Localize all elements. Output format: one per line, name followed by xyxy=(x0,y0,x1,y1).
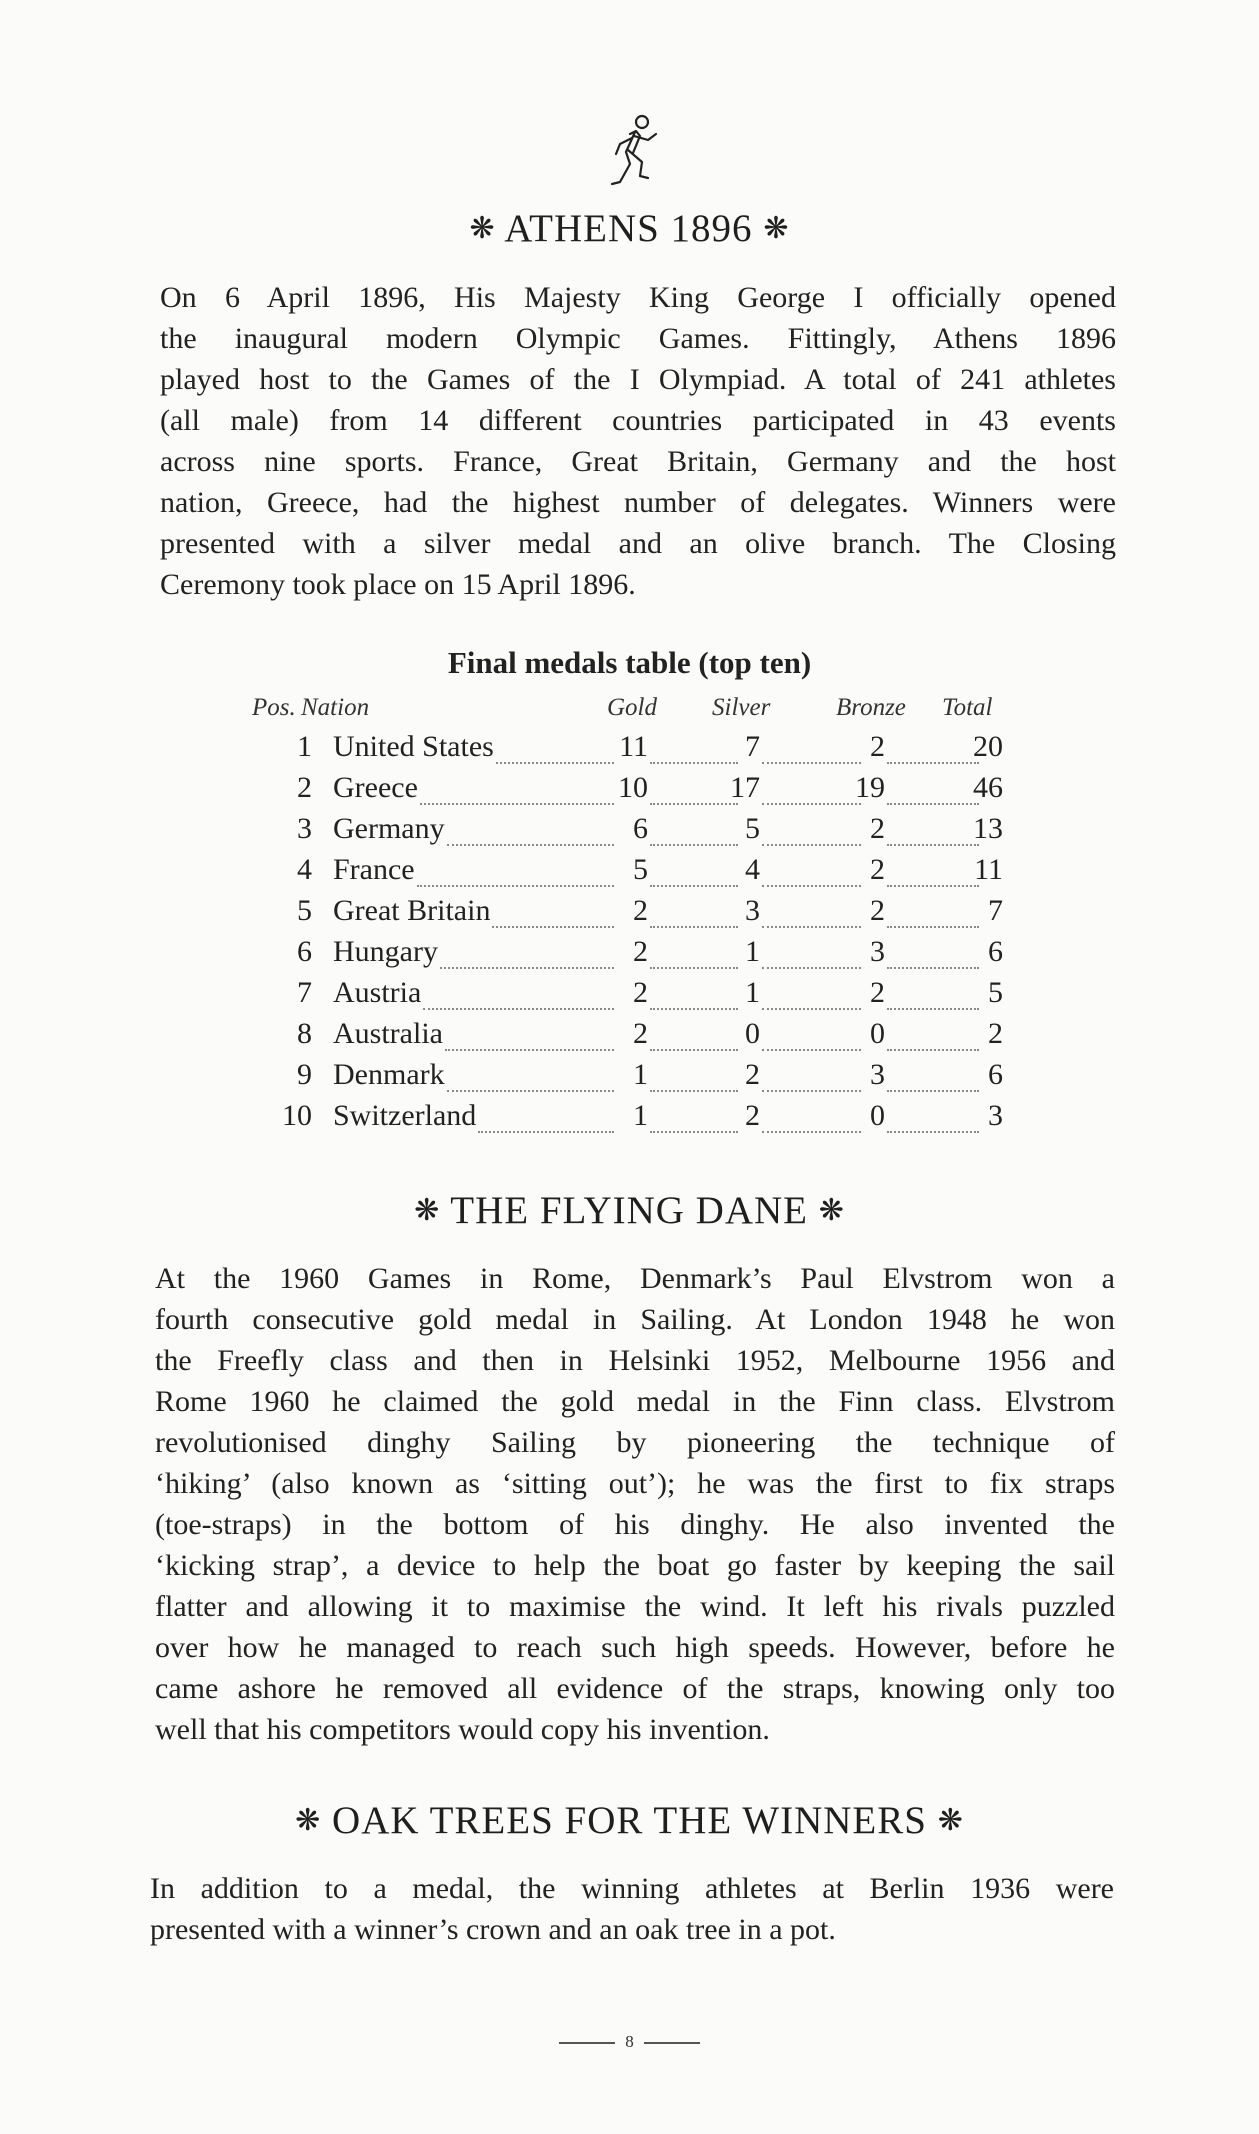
dot-leader xyxy=(887,844,979,846)
cell-silver: 3 xyxy=(745,894,760,927)
dot-leader xyxy=(420,803,614,805)
cell-pos: 8 xyxy=(297,1017,312,1050)
cell-gold: 10 xyxy=(618,771,648,804)
oak-trees-paragraph xyxy=(150,1868,1114,1950)
cell-bronze: 2 xyxy=(870,812,885,845)
dot-leader xyxy=(887,1131,979,1133)
cell-silver: 4 xyxy=(745,853,760,886)
cell-total: 11 xyxy=(974,853,1003,886)
cell-pos: 5 xyxy=(297,894,312,927)
text-line: fourth consecutive gold medal in Sailing. At London 1948 he won xyxy=(155,1303,1115,1336)
athens-paragraph xyxy=(160,277,1116,605)
table-row xyxy=(0,771,1259,811)
cell-silver: 2 xyxy=(745,1058,760,1091)
table-row xyxy=(0,812,1259,852)
text-line: well that his competitors would copy his invention. xyxy=(155,1713,770,1746)
cell-pos: 7 xyxy=(297,976,312,1009)
cell-nation: Australia xyxy=(333,1017,443,1050)
flower-ornament-icon: ❋ xyxy=(414,1194,441,1227)
cell-bronze: 2 xyxy=(870,730,885,763)
cell-gold: 2 xyxy=(633,894,648,927)
dot-leader xyxy=(650,803,738,805)
cell-total: 2 xyxy=(988,1017,1003,1050)
dot-leader xyxy=(762,803,861,805)
cell-total: 6 xyxy=(988,1058,1003,1091)
dot-leader xyxy=(762,762,861,764)
header-bronze: Bronze xyxy=(836,694,906,721)
section-title-text: OAK TREES FOR THE WINNERS xyxy=(332,1799,927,1842)
text-line: At the 1960 Games in Rome, Denmark’s Paul Elvstrom won a xyxy=(155,1262,1115,1295)
header-nation: Nation xyxy=(301,694,370,721)
cell-bronze: 2 xyxy=(870,976,885,1009)
cell-pos: 3 xyxy=(297,812,312,845)
flying-dane-paragraph xyxy=(155,1258,1115,1750)
cell-nation: Hungary xyxy=(333,935,438,968)
dot-leader xyxy=(887,1008,979,1010)
table-row xyxy=(0,1058,1259,1098)
dot-leader xyxy=(650,1008,738,1010)
dot-leader xyxy=(650,762,738,764)
cell-total: 20 xyxy=(973,730,1003,763)
cell-silver: 7 xyxy=(745,730,760,763)
flower-ornament-icon: ❋ xyxy=(469,212,496,245)
dot-leader xyxy=(445,1049,614,1051)
cell-gold: 1 xyxy=(633,1099,648,1132)
cell-gold: 1 xyxy=(633,1058,648,1091)
text-line: over how he managed to reach such high speeds. However, before he xyxy=(155,1631,1115,1664)
dot-leader xyxy=(762,967,861,969)
cell-total: 7 xyxy=(988,894,1003,927)
cell-pos: 4 xyxy=(297,853,312,886)
page-number xyxy=(0,2032,1259,2052)
cell-gold: 2 xyxy=(633,1017,648,1050)
cell-silver: 17 xyxy=(730,771,760,804)
header-total: Total xyxy=(942,694,993,721)
dot-leader xyxy=(447,844,614,846)
section-title-athens xyxy=(0,206,1259,251)
text-line: nation, Greece, had the highest number of delegates. Winners were xyxy=(160,486,1116,519)
cell-pos: 9 xyxy=(297,1058,312,1091)
cell-nation: France xyxy=(333,853,415,886)
section-title-flying-dane xyxy=(0,1188,1259,1233)
folio-rule-left xyxy=(559,2042,615,2044)
dot-leader xyxy=(887,1090,979,1092)
text-line: flatter and allowing it to maximise the wind. It left his rivals puzzled xyxy=(155,1590,1115,1623)
cell-bronze: 3 xyxy=(870,1058,885,1091)
table-row xyxy=(0,894,1259,934)
dot-leader xyxy=(496,762,614,764)
cell-silver: 2 xyxy=(745,1099,760,1132)
dot-leader xyxy=(650,967,738,969)
cell-gold: 2 xyxy=(633,935,648,968)
dot-leader xyxy=(650,844,738,846)
cell-silver: 5 xyxy=(745,812,760,845)
cell-nation: Greece xyxy=(333,771,418,804)
text-line: the Freefly class and then in Helsinki 1952, Melbourne 1956 and xyxy=(155,1344,1115,1377)
dot-leader xyxy=(447,1090,614,1092)
text-line: ‘kicking strap’, a device to help the boat go faster by keeping the sail xyxy=(155,1549,1115,1582)
table-row xyxy=(0,1099,1259,1139)
cell-total: 6 xyxy=(988,935,1003,968)
dot-leader xyxy=(887,885,979,887)
table-row xyxy=(0,853,1259,893)
dot-leader xyxy=(762,926,861,928)
text-line: played host to the Games of the I Olympiad. A total of 241 athletes xyxy=(160,363,1116,396)
section-title-text: THE FLYING DANE xyxy=(450,1189,808,1232)
cell-gold: 5 xyxy=(633,853,648,886)
header-pos: Pos. xyxy=(252,694,296,721)
dot-leader xyxy=(417,885,614,887)
text-line: (all male) from 14 different countries participated in 43 events xyxy=(160,404,1116,437)
cell-bronze: 2 xyxy=(870,853,885,886)
cell-total: 3 xyxy=(988,1099,1003,1132)
flower-ornament-icon: ❋ xyxy=(295,1804,322,1837)
cell-pos: 2 xyxy=(297,771,312,804)
cell-bronze: 0 xyxy=(870,1017,885,1050)
cell-total: 46 xyxy=(973,771,1003,804)
dot-leader xyxy=(650,926,738,928)
dot-leader xyxy=(887,762,979,764)
table-row xyxy=(0,935,1259,975)
flower-ornament-icon: ❋ xyxy=(937,1804,964,1837)
cell-bronze: 19 xyxy=(855,771,885,804)
text-line: came ashore he removed all evidence of the straps, knowing only too xyxy=(155,1672,1115,1705)
text-line: revolutionised dinghy Sailing by pioneering the technique of xyxy=(155,1426,1115,1459)
text-line: On 6 April 1896, His Majesty King George I officially opened xyxy=(160,281,1116,314)
cell-nation: Great Britain xyxy=(333,894,491,927)
text-line: In addition to a medal, the winning athletes at Berlin 1936 were xyxy=(150,1872,1114,1905)
cell-pos: 10 xyxy=(282,1099,312,1132)
cell-silver: 1 xyxy=(745,935,760,968)
text-line: ‘hiking’ (also known as ‘sitting out’); he was the first to fix straps xyxy=(155,1467,1115,1500)
cell-nation: Austria xyxy=(333,976,422,1009)
dot-leader xyxy=(762,885,861,887)
dot-leader xyxy=(650,1090,738,1092)
section-title-oak-trees xyxy=(0,1798,1259,1843)
dot-leader xyxy=(440,967,614,969)
dot-leader xyxy=(887,967,979,969)
dot-leader xyxy=(762,1090,861,1092)
text-line: presented with a silver medal and an olive branch. The Closing xyxy=(160,527,1116,560)
text-line: Rome 1960 he claimed the gold medal in the Finn class. Elvstrom xyxy=(155,1385,1115,1418)
header-silver: Silver xyxy=(712,694,771,721)
runner-icon xyxy=(590,112,670,190)
page-number-text: 8 xyxy=(625,2032,634,2051)
cell-bronze: 0 xyxy=(870,1099,885,1132)
dot-leader xyxy=(650,885,738,887)
cell-nation: United States xyxy=(333,730,494,763)
cell-gold: 2 xyxy=(633,976,648,1009)
table-row xyxy=(0,730,1259,770)
dot-leader xyxy=(762,1131,861,1133)
text-line: across nine sports. France, Great Britain, Germany and the host xyxy=(160,445,1116,478)
cell-pos: 1 xyxy=(297,730,312,763)
dot-leader xyxy=(887,1049,979,1051)
cell-silver: 0 xyxy=(745,1017,760,1050)
flower-ornament-icon: ❋ xyxy=(763,212,790,245)
cell-gold: 6 xyxy=(633,812,648,845)
text-line: Ceremony took place on 15 April 1896. xyxy=(160,568,636,601)
dot-leader xyxy=(762,1008,861,1010)
section-title-text: ATHENS 1896 xyxy=(504,207,753,250)
dot-leader xyxy=(650,1131,738,1133)
table-row xyxy=(0,1017,1259,1057)
cell-total: 5 xyxy=(988,976,1003,1009)
cell-gold: 11 xyxy=(619,730,648,763)
cell-silver: 1 xyxy=(745,976,760,1009)
dot-leader xyxy=(492,926,614,928)
cell-bronze: 3 xyxy=(870,935,885,968)
text-line: presented with a winner’s crown and an oak tree in a pot. xyxy=(150,1913,836,1946)
dot-leader xyxy=(887,803,979,805)
table-row xyxy=(0,976,1259,1016)
cell-nation: Denmark xyxy=(333,1058,445,1091)
cell-bronze: 2 xyxy=(870,894,885,927)
flower-ornament-icon: ❋ xyxy=(818,1194,845,1227)
cell-total: 13 xyxy=(973,812,1003,845)
medals-table-title: Final medals table (top ten) xyxy=(447,645,812,680)
cell-nation: Switzerland xyxy=(333,1099,477,1132)
dot-leader xyxy=(650,1049,738,1051)
dot-leader xyxy=(423,1008,614,1010)
dot-leader xyxy=(762,1049,861,1051)
text-line: the inaugural modern Olympic Games. Fittingly, Athens 1896 xyxy=(160,322,1116,355)
dot-leader xyxy=(762,844,861,846)
cell-pos: 6 xyxy=(297,935,312,968)
dot-leader xyxy=(887,926,979,928)
cell-nation: Germany xyxy=(333,812,445,845)
text-line: (toe-straps) in the bottom of his dinghy. He also invented the xyxy=(155,1508,1115,1541)
dot-leader xyxy=(478,1131,614,1133)
folio-rule-right xyxy=(644,2042,700,2044)
header-gold: Gold xyxy=(607,694,657,721)
